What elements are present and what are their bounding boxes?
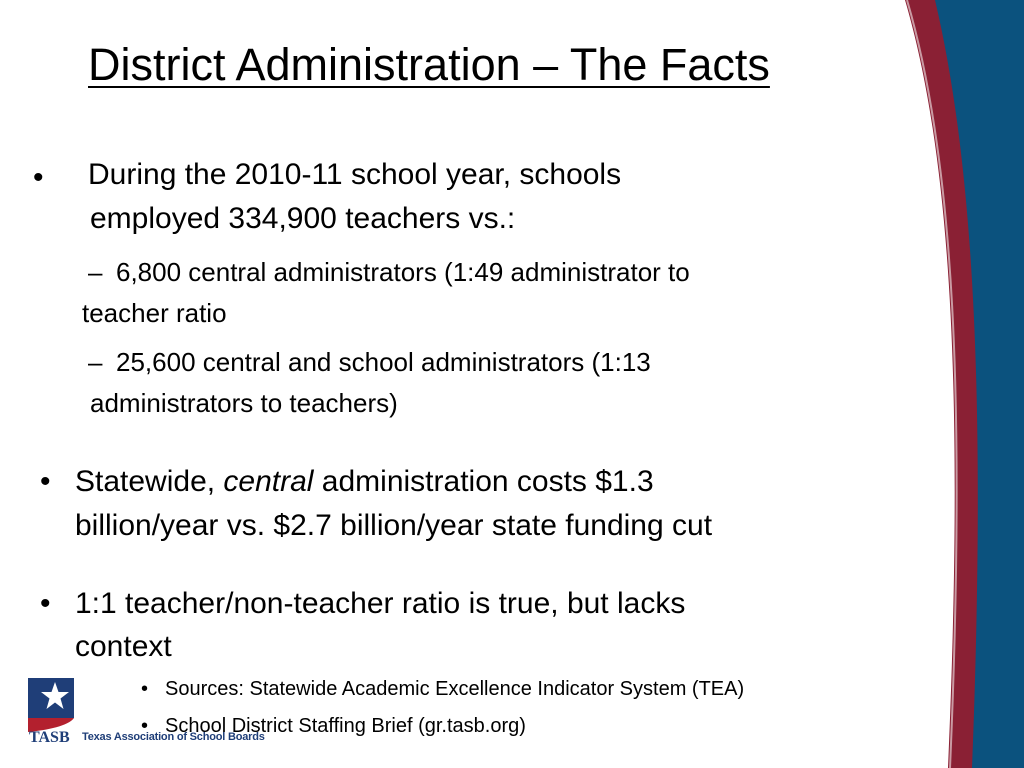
sub-item-2-line-1: 25,600 central and school administrators (1:13: [116, 347, 651, 377]
bullet-1-line-2: employed 334,900 teachers vs.:: [90, 202, 516, 235]
bullet-2-pre: Statewide,: [75, 465, 224, 498]
bullet-marker: •: [40, 587, 51, 620]
sub-item-dash: –: [88, 257, 103, 287]
source-1: Sources: Statewide Academic Excellence Indicator System (TEA): [165, 678, 745, 700]
logo-abbrev: TASB: [29, 729, 70, 744]
bullet-marker: •: [33, 161, 44, 194]
sub-item-1-line-1: 6,800 central administrators (1:49 administrator to: [116, 257, 690, 287]
bullet-2-line-1: [75, 462, 654, 502]
bullet-2-post: administration costs $1.3: [313, 465, 654, 498]
logo-org-name: Texas Association of School Boards: [82, 731, 265, 743]
bullet-2-emphasis: central: [223, 465, 314, 498]
source-2: School District Staffing Brief (gr.tasb.org): [165, 715, 526, 737]
slide-title: District Administration – The Facts: [88, 39, 770, 90]
bullet-2-line-2: billion/year vs. $2.7 billion/year state funding cut: [75, 509, 713, 542]
bullet-1-line-1: During the 2010-11 school year, schools: [88, 158, 622, 191]
bullet-3-line-1: 1:1 teacher/non-teacher ratio is true, but lacks: [75, 587, 686, 620]
sub-item-2-line-2: administrators to teachers): [90, 388, 398, 418]
sub-item-dash: –: [88, 347, 103, 377]
bullet-3-line-2: context: [75, 630, 172, 663]
bullet-marker: •: [40, 465, 51, 498]
tasb-logo: [28, 676, 80, 744]
source-bullet: •: [141, 715, 149, 737]
source-bullet: •: [141, 678, 149, 700]
sub-item-1-line-2: teacher ratio: [82, 298, 227, 328]
